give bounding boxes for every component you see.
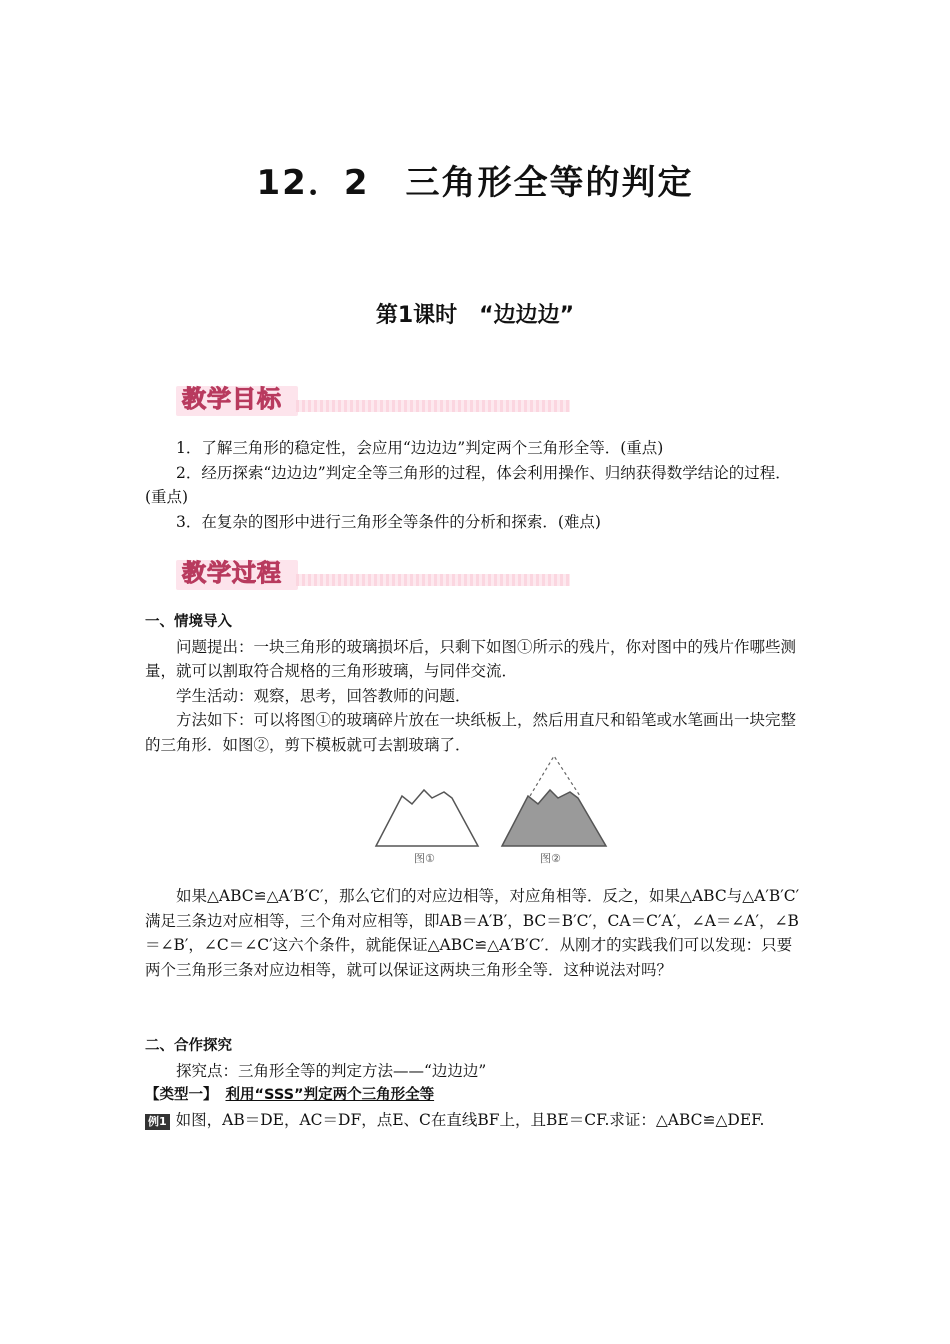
completed-triangle-template [502,790,606,846]
banner-teaching-process [176,556,570,590]
type-text: 利用“SSS”判定两个三角形全等 [225,1087,435,1103]
banner-strip [296,400,570,412]
example-text: 如图，AB＝DE，AC＝DF，点E、C在直线BF上，且BE＝CF.求证：△ABC≌△DEF. [175,1110,765,1129]
section-heading: 一、情境导入 [145,614,232,630]
page-title: 12．2 三角形全等的判定 [256,163,694,203]
goal-item: 2．经历探索“边边边”判定全等三角形的过程，体会利用操作、归纳获得数学结论的过程．(重点) [145,463,791,506]
goal-item: 1．了解三角形的稳定性，会应用“边边边”判定两个三角形全等．(重点) [176,439,664,457]
section-2 [145,1034,807,1132]
figure-2 [502,756,606,865]
banner-teaching-goals [176,382,570,416]
goals-list [145,436,807,534]
paragraph: 如果△ABC≌△A′B′C′，那么它们的对应边相等，对应角相等．反之，如果△ABC与△A′B′C′满足三条边对应相等，三个角对应相等，即AB＝A′B′，BC＝B′C′，CA＝C′A′，∠A＝∠A′，∠B＝∠B′，∠C＝∠C′这六个条件，就能保证△ABC≌△A′B′C′．从刚才的实践我们可以发现：只要两个三角形三条对应边相等，就可以保证这两块三角形全等．这种说法对吗？ [145,887,800,979]
banner-label: 教学目标 [182,385,282,413]
glass-fragment-shape [376,790,478,846]
section-heading: 二、合作探究 [145,1038,232,1054]
figure-2-caption: 图② [540,852,561,865]
section-1 [145,610,807,757]
example-label: 例1 [145,1114,170,1130]
paragraph: 方法如下：可以将图①的玻璃碎片放在一块纸板上，然后用直尺和铅笔或水笔画出一块完整的三角形．如图②，剪下模板就可去割玻璃了． [145,711,797,754]
paragraph: 学生活动：观察，思考，回答教师的问题． [176,686,471,705]
goal-item: 3．在复杂的图形中进行三角形全等条件的分析和探索．(难点) [176,512,601,531]
explore-point: 探究点：三角形全等的判定方法——“边边边” [176,1061,487,1080]
type-label: 【类型一】 [145,1087,218,1103]
figure-1 [376,790,478,865]
example [145,1108,807,1133]
lesson-subtitle: 第1课时 “边边边” [375,303,575,328]
figure-1-caption: 图① [414,852,435,865]
section-1-continued [145,884,807,982]
banner-strip [296,574,570,586]
glass-figures [372,752,612,870]
paragraph: 问题提出：一块三角形的玻璃损坏后，只剩下如图①所示的残片，你对图中的残片作哪些测量，就可以割取符合规格的三角形玻璃，与同伴交流． [145,637,797,680]
banner-label: 教学过程 [182,559,282,587]
dashed-completion-lines [530,756,580,796]
type-heading [145,1083,807,1108]
